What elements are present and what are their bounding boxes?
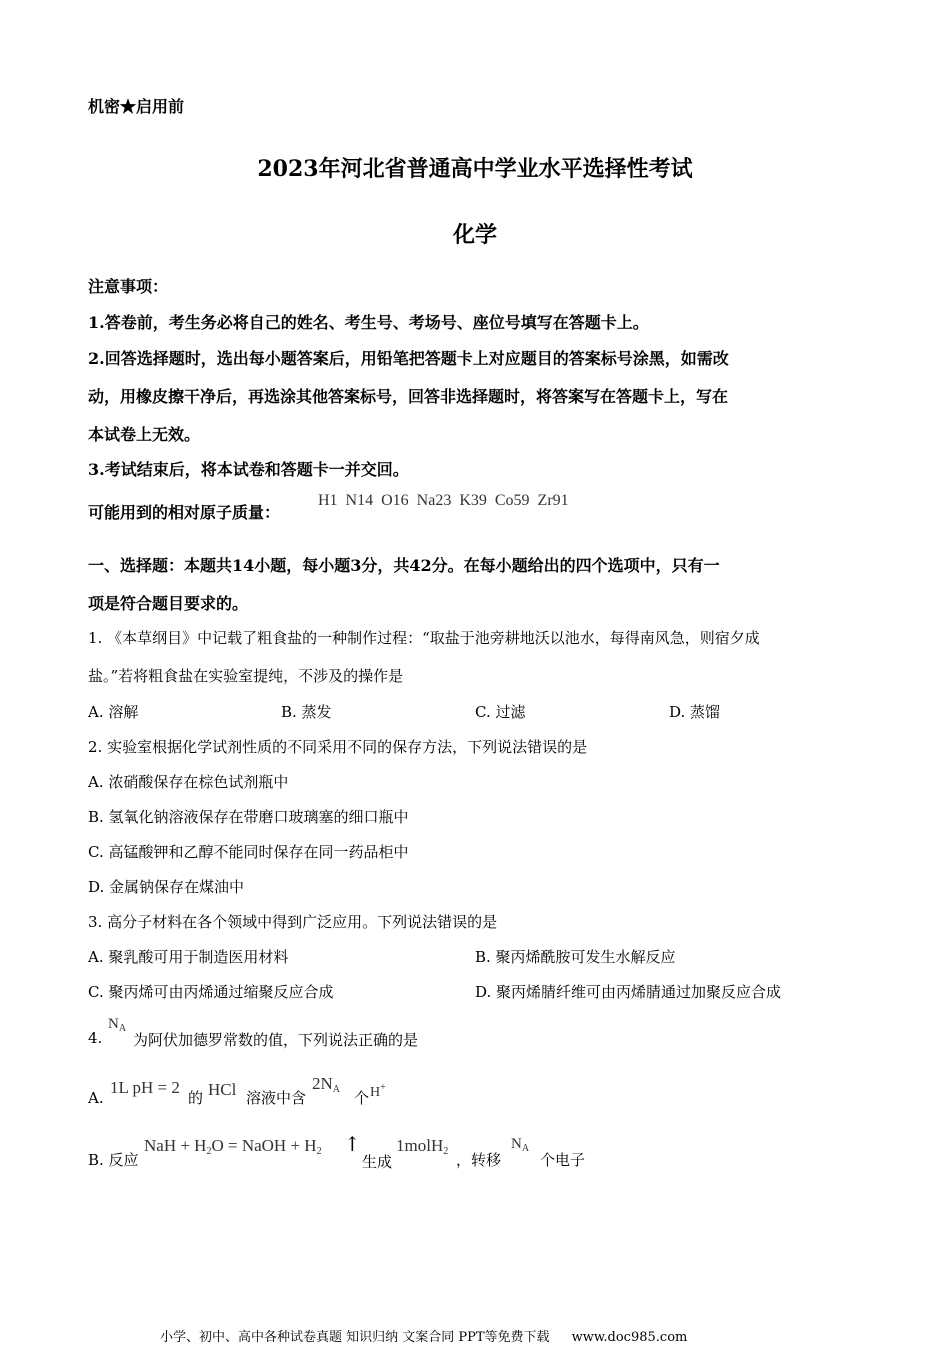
- q4-b-text-electrons: 个电子: [540, 1151, 586, 1169]
- q1-stem-line1: 1. 《本草纲目》中记载了粗食盐的一种制作过程：“取盐于池旁耕地沃以池水，每得南风急，则宿夕成: [88, 629, 760, 647]
- atomic-mass-values: H1 N14 O16 Na23 K39 Co59 Zr91: [318, 492, 569, 509]
- subject-title: 化学: [452, 222, 497, 248]
- q4-b-na-symbol: $N_A$: [511, 1136, 530, 1154]
- q2-stem: 2. 实验室根据化学试剂性质的不同采用不同的保存方法，下列说法错误的是: [88, 738, 588, 756]
- q4-option-b-label: B. 反应: [88, 1151, 139, 1169]
- atomic-mass-label: 可能用到的相对原子质量：: [88, 503, 281, 522]
- q1-option-c: C. 过滤: [475, 703, 526, 721]
- section-1-heading-line2: 项是符合题目要求的。: [88, 594, 249, 613]
- q4-a-formula-hplus: H+: [370, 1082, 386, 1100]
- q2-option-b: B. 氢氧化钠溶液保存在带磨口玻璃塞的细口瓶中: [88, 808, 409, 826]
- q2-option-c: C. 高锰酸钾和乙醇不能同时保存在同一药品柜中: [88, 843, 409, 861]
- notice-item-1: 1.答卷前，考生务必将自己的姓名、考生号、考场号、座位号填写在答题卡上。: [88, 313, 649, 332]
- q3-option-c: C. 聚丙烯可由丙烯通过缩聚反应合成: [88, 983, 334, 1001]
- notices-heading: 注意事项：: [88, 277, 169, 296]
- footer-url[interactable]: www.doc985.com: [571, 1330, 688, 1345]
- q4-b-equation: NaH + $H_2O$ = NaOH + $H_2$: [144, 1136, 322, 1157]
- q1-option-a: A. 溶解: [88, 703, 139, 721]
- notice-item-2-line3: 本试卷上无效。: [88, 425, 201, 444]
- q4-na-symbol: $N_A$: [108, 1016, 127, 1034]
- footer-text: 小学、初中、高中各种试卷真题 知识归纳 文案合同 PPT等免费下载 www.doc985.com: [160, 1330, 688, 1345]
- q4-b-formula-1molh2: 1molH$_2$: [396, 1136, 449, 1157]
- q4-a-formula-2na: $2N_A$: [312, 1074, 341, 1095]
- q1-stem-line2: 盐。”若将粗食盐在实验室提纯，不涉及的操作是: [88, 667, 404, 685]
- q1-option-b: B. 蒸发: [281, 703, 332, 721]
- q2-option-d: D. 金属钠保存在煤油中: [88, 878, 245, 896]
- exam-title: 2023年河北省普通高中学业水平选择性考试: [257, 156, 693, 182]
- notice-item-3: 3.考试结束后，将本试卷和答题卡一并交回。: [88, 460, 409, 479]
- q4-a-formula-ph: 1L pH = 2: [110, 1078, 180, 1097]
- q2-option-a: A. 浓硝酸保存在棕色试剂瓶中: [88, 773, 289, 791]
- q3-option-d: D. 聚丙烯腈纤维可由丙烯腈通过加聚反应合成: [475, 983, 782, 1001]
- confidential-label: 机密★启用前: [88, 97, 185, 116]
- notice-item-2-line1: 2.回答选择题时，选出每小题答案后，用铅笔把答题卡上对应题目的答案标号涂黑，如需改: [88, 349, 729, 368]
- q3-stem: 3. 高分子材料在各个领域中得到广泛应用。下列说法错误的是: [88, 913, 498, 931]
- q4-number: 4.: [88, 1029, 103, 1047]
- q4-b-text-transfer: ，转移: [456, 1151, 502, 1169]
- q4-a-text-solution: 溶液中含: [246, 1089, 307, 1107]
- q4-a-formula-hcl: HCl: [208, 1080, 237, 1099]
- q3-option-a: A. 聚乳酸可用于制造医用材料: [88, 948, 289, 966]
- section-1-heading-line1: 一、选择题：本题共14小题，每小题3分，共42分。在每小题给出的四个选项中，只有一: [88, 556, 720, 575]
- q4-stem: 为阿伏加德罗常数的值，下列说法正确的是: [133, 1031, 419, 1049]
- q4-b-text-sheng: 生成: [362, 1153, 393, 1171]
- q4-a-text-de: 的: [188, 1089, 204, 1107]
- q4-a-text-ge: 个: [354, 1089, 370, 1107]
- q4-option-a-label: A.: [88, 1089, 104, 1107]
- gas-arrow-icon: ↑: [344, 1132, 361, 1156]
- q1-option-d: D. 蒸馏: [669, 703, 721, 721]
- q3-option-b: B. 聚丙烯酰胺可发生水解反应: [475, 948, 676, 966]
- notice-item-2-line2: 动，用橡皮擦干净后，再选涂其他答案标号，回答非选择题时，将答案写在答题卡上，写在: [88, 387, 729, 406]
